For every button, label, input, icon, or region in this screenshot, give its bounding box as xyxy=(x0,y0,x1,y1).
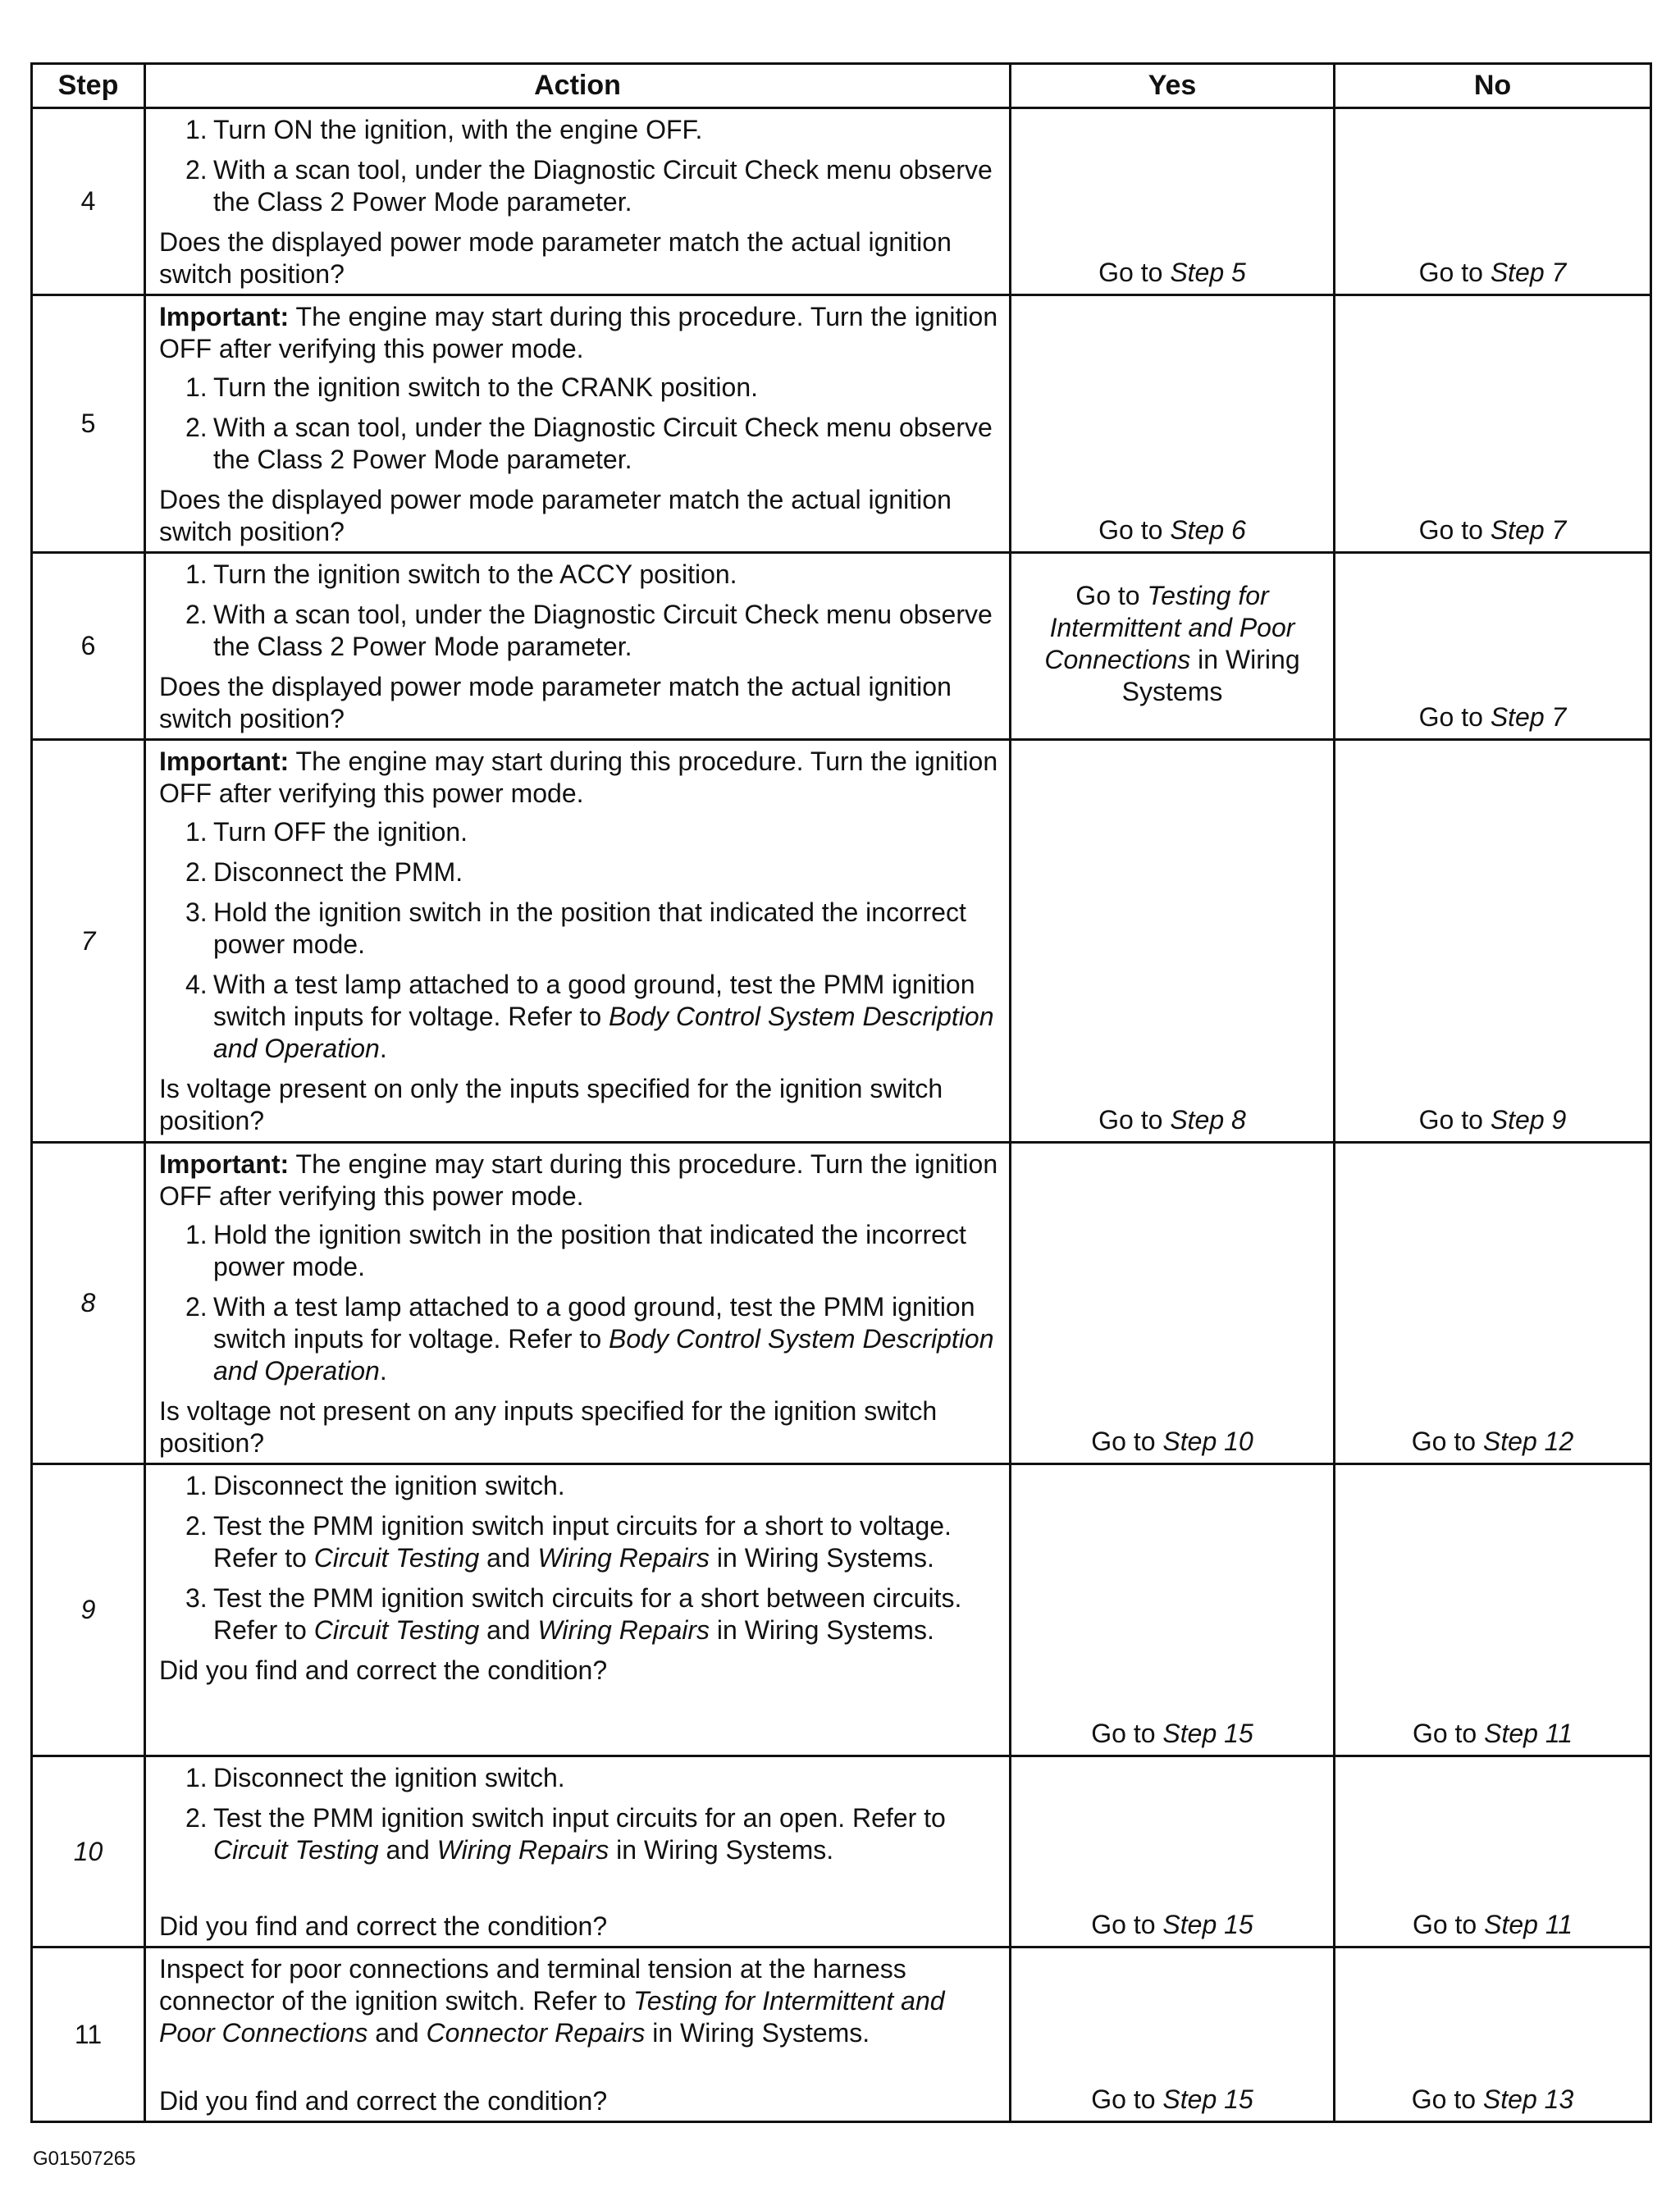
important-text: The engine may start during this procedure. Turn the ignition OFF after verifying this power mode. xyxy=(159,302,998,363)
item-number: 2. xyxy=(185,1803,208,1833)
item-text: With a scan tool, under the Diagnostic Circuit Check menu observe the Class 2 Power Mode parameter. xyxy=(213,155,993,217)
item-number: 1. xyxy=(185,372,208,402)
yes-prefix: Go to xyxy=(1091,1719,1163,1748)
yes-cell xyxy=(1011,553,1335,740)
no-cell xyxy=(1335,1143,1651,1464)
action-cell xyxy=(145,1756,1011,1947)
action-cell xyxy=(145,295,1011,553)
yes-reference: Step 15 xyxy=(1162,1719,1253,1748)
no-prefix: Go to xyxy=(1412,1910,1485,1939)
table-row xyxy=(32,108,1651,295)
yes-cell xyxy=(1011,1756,1335,1947)
no-cell xyxy=(1335,108,1651,295)
action-steps xyxy=(159,816,1001,1065)
paragraph-reference: Connector Repairs xyxy=(426,2018,646,2048)
item-text: Turn the ignition switch to the ACCY position. xyxy=(213,559,737,589)
item-number: 1. xyxy=(185,1763,208,1792)
yes-prefix: Go to xyxy=(1098,258,1171,287)
important-note xyxy=(159,301,1001,365)
item-number: 2. xyxy=(185,413,208,442)
no-reference: Step 11 xyxy=(1484,1910,1573,1939)
yes-prefix: Go to xyxy=(1098,515,1171,545)
yes-prefix: Go to xyxy=(1091,1910,1163,1939)
item-text: With a scan tool, under the Diagnostic Circuit Check menu observe the Class 2 Power Mode parameter. xyxy=(213,600,993,661)
no-prefix: Go to xyxy=(1418,1105,1491,1135)
important-label: Important: xyxy=(159,302,290,331)
question: Does the displayed power mode parameter match the actual ignition switch position? xyxy=(159,672,952,733)
yes-prefix: Go to xyxy=(1091,1427,1163,1456)
yes-prefix: Go to xyxy=(1075,580,1148,610)
yes-reference: Step 8 xyxy=(1170,1105,1246,1135)
item-conjunction: and xyxy=(479,1615,538,1645)
no-cell xyxy=(1335,1947,1651,2122)
header-row xyxy=(32,64,1651,108)
list-item xyxy=(159,897,1001,961)
item-number: 1. xyxy=(185,1220,208,1249)
question: Is voltage not present on any inputs specified for the ignition switch position? xyxy=(159,1396,938,1458)
action-cell xyxy=(145,1947,1011,2122)
item-reference: Wiring Repairs xyxy=(537,1615,710,1645)
item-number: 1. xyxy=(185,559,208,589)
question: Does the displayed power mode parameter match the actual ignition switch position? xyxy=(159,485,952,546)
item-text: Disconnect the ignition switch. xyxy=(213,1471,565,1500)
question: Is voltage present on only the inputs specified for the ignition switch position? xyxy=(159,1074,943,1135)
list-item xyxy=(159,1470,1001,1502)
paragraph-text: Inspect for poor connections and terminal tension at the harness connector of the ignition switch. Refer to xyxy=(159,1954,906,2016)
list-item xyxy=(159,372,1001,404)
list-item xyxy=(159,856,1001,888)
important-label: Important: xyxy=(159,747,290,776)
item-number: 2. xyxy=(185,155,208,185)
figure-id: G01507265 xyxy=(33,2148,136,2170)
table-row xyxy=(32,1464,1651,1756)
item-reference: Circuit Testing xyxy=(313,1543,480,1573)
step-number: 7 xyxy=(32,740,145,1143)
yes-cell xyxy=(1011,1464,1335,1756)
step-number: 4 xyxy=(32,108,145,295)
item-text: Turn OFF the ignition. xyxy=(213,817,468,847)
important-note xyxy=(159,1148,1001,1212)
question: Does the displayed power mode parameter match the actual ignition switch position? xyxy=(159,227,952,289)
table-row xyxy=(32,295,1651,553)
action-steps xyxy=(159,114,1001,218)
yes-reference: Testing for Intermittent and Poor Connections xyxy=(1044,580,1295,674)
item-number: 2. xyxy=(185,600,208,629)
item-text: With a test lamp attached to a good ground, test the PMM ignition switch inputs for voltage. Refer to xyxy=(213,1292,975,1354)
item-number: 4. xyxy=(185,970,208,999)
no-prefix: Go to xyxy=(1411,1427,1483,1456)
list-item xyxy=(159,1219,1001,1283)
action-cell xyxy=(145,1143,1011,1464)
action-steps xyxy=(159,372,1001,476)
important-label: Important: xyxy=(159,1149,290,1179)
header-action: Action xyxy=(145,64,1011,108)
item-number: 3. xyxy=(185,897,208,927)
item-text: Turn the ignition switch to the CRANK position. xyxy=(213,372,759,402)
list-item xyxy=(159,1802,1001,1866)
list-item xyxy=(159,1762,1001,1794)
no-reference: Step 13 xyxy=(1482,2084,1574,2114)
list-item xyxy=(159,114,1001,146)
item-suffix: in Wiring Systems. xyxy=(609,1835,834,1865)
table-row xyxy=(32,553,1651,740)
item-reference: Body Control System Description and Operation xyxy=(213,1002,994,1063)
no-cell xyxy=(1335,295,1651,553)
important-text: The engine may start during this procedure. Turn the ignition OFF after verifying this power mode. xyxy=(159,1149,998,1211)
list-item xyxy=(159,412,1001,476)
item-reference: Circuit Testing xyxy=(213,1835,379,1865)
action-paragraph xyxy=(159,1953,1001,2049)
action-cell xyxy=(145,1464,1011,1756)
list-item xyxy=(159,599,1001,663)
no-reference: Step 9 xyxy=(1490,1105,1567,1135)
yes-cell xyxy=(1011,1143,1335,1464)
item-text: Test the PMM ignition switch input circuits for a short to voltage. Refer to xyxy=(213,1511,952,1573)
yes-suffix: in Wiring Systems xyxy=(1121,644,1300,706)
action-steps xyxy=(159,1219,1001,1387)
paragraph-suffix: in Wiring Systems. xyxy=(645,2018,870,2048)
no-prefix: Go to xyxy=(1411,2084,1483,2114)
item-suffix: in Wiring Systems. xyxy=(710,1543,934,1573)
step-number: 10 xyxy=(32,1756,145,1947)
table-row xyxy=(32,1947,1651,2122)
table-row xyxy=(32,1756,1651,1947)
step-number: 8 xyxy=(32,1143,145,1464)
no-prefix: Go to xyxy=(1412,1719,1485,1748)
question: Did you find and correct the condition? xyxy=(159,1911,608,1941)
no-prefix: Go to xyxy=(1418,702,1491,732)
item-reference: Circuit Testing xyxy=(313,1615,480,1645)
no-cell xyxy=(1335,553,1651,740)
list-item xyxy=(159,1510,1001,1574)
item-reference: Body Control System Description and Operation xyxy=(213,1324,994,1386)
action-steps xyxy=(159,559,1001,663)
header-yes: Yes xyxy=(1011,64,1335,108)
yes-cell xyxy=(1011,295,1335,553)
step-number: 11 xyxy=(32,1947,145,2122)
action-cell xyxy=(145,553,1011,740)
step-number: 9 xyxy=(32,1464,145,1756)
action-cell xyxy=(145,740,1011,1143)
step-number: 5 xyxy=(32,295,145,553)
item-suffix: in Wiring Systems. xyxy=(710,1615,934,1645)
item-number: 2. xyxy=(185,1292,208,1322)
yes-reference: Step 6 xyxy=(1170,515,1246,545)
no-cell xyxy=(1335,1464,1651,1756)
item-number: 1. xyxy=(185,1471,208,1500)
no-reference: Step 7 xyxy=(1490,702,1567,732)
item-text: Hold the ignition switch in the position that indicated the incorrect power mode. xyxy=(213,897,966,959)
yes-reference: Step 15 xyxy=(1162,1910,1253,1939)
list-item xyxy=(159,154,1001,218)
item-conjunction: and xyxy=(378,1835,437,1865)
no-reference: Step 7 xyxy=(1490,258,1567,287)
no-prefix: Go to xyxy=(1418,515,1491,545)
table-row xyxy=(32,740,1651,1143)
no-cell xyxy=(1335,740,1651,1143)
header-step: Step xyxy=(32,64,145,108)
diagnostic-table-sheet xyxy=(30,62,1650,2123)
yes-cell xyxy=(1011,740,1335,1143)
yes-prefix: Go to xyxy=(1091,2084,1163,2114)
list-item xyxy=(159,1291,1001,1387)
yes-prefix: Go to xyxy=(1098,1105,1171,1135)
item-number: 1. xyxy=(185,817,208,847)
item-suffix: . xyxy=(379,1356,387,1386)
item-conjunction: and xyxy=(479,1543,538,1573)
important-note xyxy=(159,746,1001,810)
list-item xyxy=(159,816,1001,848)
item-number: 2. xyxy=(185,857,208,887)
question: Did you find and correct the condition? xyxy=(159,2086,608,2116)
yes-cell xyxy=(1011,108,1335,295)
no-reference: Step 12 xyxy=(1482,1427,1574,1456)
paragraph-reference: Testing for Intermittent and Poor Connections xyxy=(159,1986,945,2048)
item-text: Test the PMM ignition switch input circuits for an open. Refer to xyxy=(213,1803,946,1833)
step-number: 6 xyxy=(32,553,145,740)
paragraph-conjunction: and xyxy=(368,2018,427,2048)
question: Did you find and correct the condition? xyxy=(159,1655,608,1685)
list-item xyxy=(159,969,1001,1065)
item-suffix: . xyxy=(379,1034,387,1063)
item-number: 3. xyxy=(185,1583,208,1613)
no-reference: Step 7 xyxy=(1490,515,1567,545)
item-text: With a scan tool, under the Diagnostic Circuit Check menu observe the Class 2 Power Mode parameter. xyxy=(213,413,993,474)
action-steps xyxy=(159,1762,1001,1866)
list-item xyxy=(159,1582,1001,1646)
action-cell xyxy=(145,108,1011,295)
item-reference: Wiring Repairs xyxy=(537,1543,710,1573)
item-text: Disconnect the ignition switch. xyxy=(213,1763,565,1792)
item-reference: Wiring Repairs xyxy=(436,1835,609,1865)
table-row xyxy=(32,1143,1651,1464)
diagnostic-table xyxy=(30,62,1652,2123)
item-text: Turn ON the ignition, with the engine OFF. xyxy=(213,115,703,144)
yes-reference: Step 10 xyxy=(1162,1427,1253,1456)
item-text: With a test lamp attached to a good ground, test the PMM ignition switch inputs for voltage. Refer to xyxy=(213,970,975,1031)
list-item xyxy=(159,559,1001,591)
no-prefix: Go to xyxy=(1418,258,1491,287)
item-text: Hold the ignition switch in the position that indicated the incorrect power mode. xyxy=(213,1220,966,1281)
yes-reference: Step 5 xyxy=(1170,258,1246,287)
item-number: 1. xyxy=(185,115,208,144)
item-text: Test the PMM ignition switch circuits for a short between circuits. Refer to xyxy=(213,1583,962,1645)
important-text: The engine may start during this procedure. Turn the ignition OFF after verifying this power mode. xyxy=(159,747,998,808)
header-no: No xyxy=(1335,64,1651,108)
no-cell xyxy=(1335,1756,1651,1947)
yes-reference: Step 15 xyxy=(1162,2084,1253,2114)
item-text: Disconnect the PMM. xyxy=(213,857,463,887)
item-number: 2. xyxy=(185,1511,208,1541)
yes-cell xyxy=(1011,1947,1335,2122)
no-reference: Step 11 xyxy=(1484,1719,1573,1748)
action-steps xyxy=(159,1470,1001,1646)
